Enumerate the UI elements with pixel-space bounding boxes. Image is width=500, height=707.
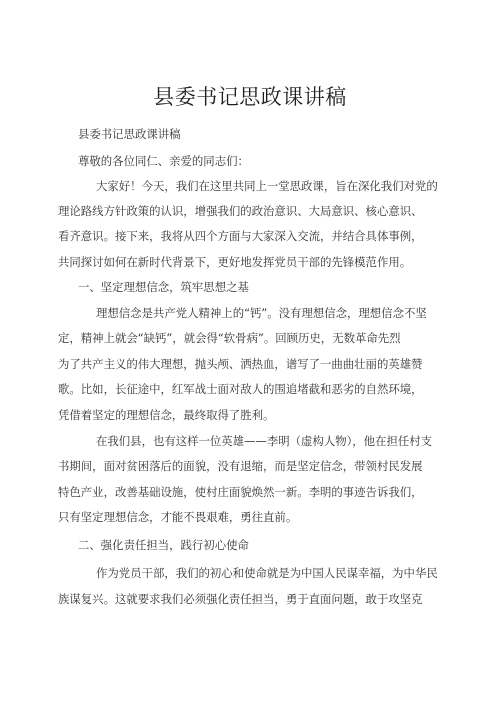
paragraph-line: 定，精神上就会“缺钙”，就会得“软骨病”。回顾历史，无数革命先烈 [58,331,401,345]
paragraph-line: 特色产业，改善基础设施，使村庄面貌焕然一新。李明的事迹告诉我们， [58,485,423,499]
section-heading: 二、强化责任担当，践行初心使命 [78,538,249,552]
paragraph-line: 为了共产主义的伟大理想，抛头颅、洒热血，谱写了一曲曲壮丽的英雄赞 [58,357,423,371]
paragraph-line: 族谋复兴。这就要求我们必须强化责任担当，勇于直面问题，敢于攻坚克 [58,592,423,606]
subtitle-line: 县委书记思政课讲稿 [78,127,181,141]
paragraph-line: 在我们县，也有这样一位英雄——李明（虚构人物），他在担任村支 [96,434,433,448]
paragraph-line: 共同探讨如何在新时代背景下，更好地发挥党员干部的先锋模范作用。 [58,255,412,269]
paragraph-line: 歌。比如，长征途中，红军战士面对敌人的围追堵截和恶劣的自然环境， [58,382,423,396]
paragraph-line: 理论路线方针政策的认识，增强我们的政治意识、大局意识、核心意识、 [58,204,423,218]
document-title: 县委书记思政课讲稿 [153,85,347,109]
paragraph-line: 看齐意识。接下来，我将从四个方面与大家深入交流，并结合具体事例， [58,229,423,243]
paragraph-line: 书期间，面对贫困落后的面貌，没有退缩，而是坚定信念，带领村民发展 [58,459,423,473]
paragraph-line: 大家好！今天，我们在这里共同上一堂思政课，旨在深化我们对党的 [96,179,438,193]
paragraph-line: 凭借着坚定的理想信念，最终取得了胜利。 [58,408,275,422]
paragraph-line: 只有坚定理想信念，才能不畏艰难，勇往直前。 [58,510,298,524]
salutation-line: 尊敬的各位同仁、亲爱的同志们： [78,154,249,168]
paragraph-line: 作为党员干部，我们的初心和使命就是为中国人民谋幸福，为中华民 [96,566,438,580]
paragraph-line: 理想信念是共产党人精神上的“钙”。没有理想信念，理想信念不坚 [96,306,427,320]
section-heading: 一、坚定理想信念，筑牢思想之基 [78,280,249,294]
